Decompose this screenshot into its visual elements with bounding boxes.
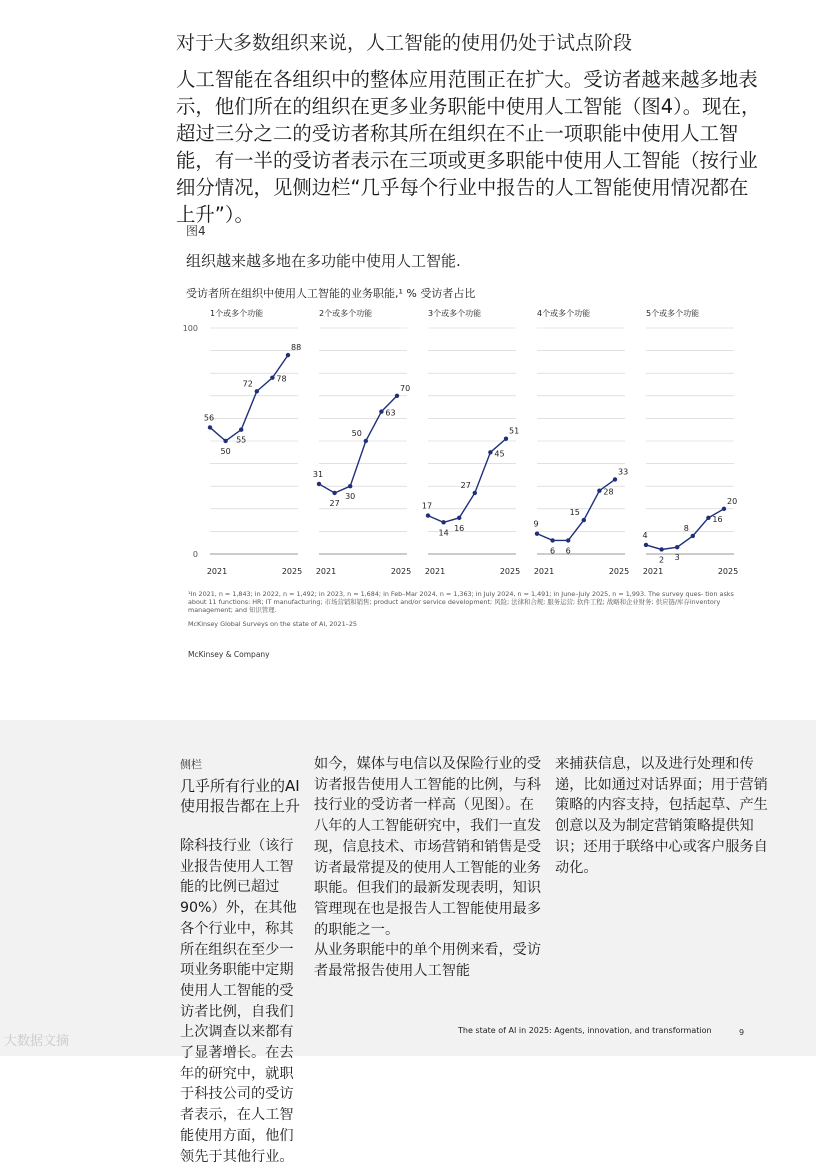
sidebar-column-3: 来捕获信息，以及进行处理和传递，比如通过对话界面；用于营销策略的内容支持，包括起草、产生创意以及为制定营销策略提供知识；还用于联络中心或客户服务自动化。 (555, 756, 768, 876)
data-point (613, 477, 617, 481)
small-multiples-line-chart (180, 304, 740, 584)
panel-title: 3个或多个功能 (428, 309, 482, 318)
x-tick-label: 2025 (390, 567, 412, 576)
data-point (255, 389, 259, 393)
panel-title: 2个或多个功能 (319, 309, 373, 318)
data-label: 27 (329, 498, 340, 508)
sidebar-column-2-para-1: 如今，媒体与电信以及保险行业的受访者报告使用人工智能的比例，与科技行业的受访者一样高（见图）。在八年的人工智能研究中，我们一直发现，信息技术、市场营销和销售是受访者最常提及的使用人工智能的业务职能。但我们的最新发现表明，知识管理现在也是报告人工智能使用最多的职能之一。 (314, 756, 542, 938)
data-point (364, 439, 368, 443)
data-point (566, 538, 570, 542)
data-point (348, 484, 352, 488)
sidebar-title: 几乎所有行业的AI使用报告都在上升 (180, 777, 301, 815)
data-point (457, 516, 461, 520)
data-point (659, 547, 663, 551)
x-tick-label: 2025 (608, 567, 630, 576)
data-label: 14 (438, 528, 449, 538)
data-label: 16 (712, 514, 723, 524)
brand-label: McKinsey & Company (188, 650, 270, 659)
figure-footnote: ¹In 2021, n = 1,843; in 2022, n = 1,492; in 2023, n = 1,684; in Feb–Mar 2024, n = 1,363; in July 2024, n = 1,491; in June–July 2025, n = 1,993. The survey ques- tion asks about 11 functions: HR; IT manufacturing; 市场营销和销售; product and/or service development; 风险; 法律和合规; 服务运营; 软件工程; 战略和企业财务; 供应链/库存inventory management; and 知识管理. (188, 590, 734, 614)
data-label: 9 (533, 519, 539, 529)
data-point (675, 545, 679, 549)
data-point (597, 489, 601, 493)
data-label: 28 (603, 487, 614, 497)
y-tick-label: 0 (192, 550, 198, 559)
data-label: 63 (385, 408, 396, 418)
figure-source: McKinsey Global Surveys on the state of AI, 2021–25 (188, 620, 357, 628)
data-label: 56 (203, 413, 215, 423)
data-label: 50 (351, 429, 362, 438)
data-point (550, 538, 554, 542)
series-line (210, 355, 288, 441)
data-label: 51 (509, 426, 520, 436)
sidebar-column-2 (314, 754, 544, 982)
data-label: 30 (345, 492, 356, 502)
sidebar-column-1: 除科技行业（该行业报告使用人工智能的比例已超过90%）外，在其他各个行业中，称其所在组织在至少一项业务职能中定期使用人工智能的受访者比例，自我们上次调查以来都有了显著增长。在去年的研究中，就职于科技公司的受访者表示，在人工智能使用方面，他们领先于其他行业。 (180, 838, 297, 1165)
sidebar-column-2-para-2: 从业务职能中的单个用例来看，受访者最常报告使用人工智能 (314, 942, 542, 980)
data-point (379, 409, 383, 413)
x-tick-label: 2025 (717, 567, 739, 576)
data-point (208, 425, 212, 429)
data-label: 55 (236, 435, 247, 445)
data-point (582, 518, 586, 522)
x-tick-label: 2025 (499, 567, 521, 576)
data-point (535, 531, 539, 535)
data-label: 78 (276, 374, 287, 384)
data-label: 88 (291, 343, 302, 353)
data-point (395, 394, 399, 398)
data-point (504, 437, 508, 441)
panel-title: 5个或多个功能 (646, 309, 700, 318)
x-tick-label: 2025 (281, 567, 303, 576)
data-point (270, 376, 274, 380)
data-label: 8 (683, 523, 689, 533)
panel-title: 1个或多个功能 (210, 309, 264, 318)
data-label: 17 (421, 501, 433, 511)
data-point (473, 491, 477, 495)
data-point (317, 482, 321, 486)
data-point (239, 428, 243, 432)
x-tick-label: 2021 (315, 567, 337, 576)
page-number: 9 (739, 1028, 745, 1037)
data-label: 4 (642, 530, 648, 540)
data-label: 70 (400, 383, 411, 393)
data-point (286, 353, 290, 357)
data-point (691, 534, 695, 538)
data-point (223, 439, 227, 443)
figure-title: 组织越来越多地在多功能中使用人工智能. (186, 252, 461, 270)
data-label: 15 (569, 508, 580, 518)
x-tick-label: 2021 (206, 567, 228, 576)
data-label: 6 (550, 546, 556, 556)
figure-label: 图4 (186, 224, 206, 238)
figure-subtitle: 受访者所在组织中使用人工智能的业务职能,¹ % 受访者占比 (186, 287, 476, 300)
data-point (488, 450, 492, 454)
data-point (426, 513, 430, 517)
data-point (441, 520, 445, 524)
data-point (644, 543, 648, 547)
footer-title: The state of AI in 2025: Agents, innovation, and transformation (458, 1026, 712, 1035)
y-tick-label: 100 (182, 324, 198, 333)
page-heading: 对于大多数组织来说，人工智能的使用仍处于试点阶段 (176, 32, 633, 54)
data-label: 45 (494, 449, 505, 459)
data-label: 31 (312, 469, 324, 479)
data-label: 3 (674, 553, 680, 563)
data-label: 20 (727, 496, 738, 506)
x-tick-label: 2021 (424, 567, 446, 576)
data-label: 33 (618, 467, 629, 477)
data-label: 72 (242, 379, 253, 389)
data-point (706, 516, 710, 520)
intro-paragraph: 人工智能在各组织中的整体应用范围正在扩大。受访者越来越多地表示，他们所在的组织在更多业务职能中使用人工智能（图4）。现在，超过三分之二的受访者称其所在组织在不止一项职能中使用人工智能，有一半的受访者表示在三项或更多职能中使用人工智能（按行业细分情况，见侧边栏“几乎每个行业中报告的人工智能使用情况都在上升”）。 (176, 68, 761, 226)
data-label: 50 (220, 447, 231, 456)
sidebar-label: 侧栏 (180, 758, 202, 771)
data-point (722, 507, 726, 511)
data-label: 6 (565, 546, 571, 556)
x-tick-label: 2021 (642, 567, 664, 576)
x-tick-label: 2021 (533, 567, 555, 576)
data-label: 2 (659, 555, 665, 565)
data-label: 16 (454, 523, 465, 533)
data-label: 27 (460, 480, 471, 490)
watermark: 大数据文摘 (4, 1034, 70, 1049)
data-point (332, 491, 336, 495)
panel-title: 4个或多个功能 (537, 309, 591, 318)
